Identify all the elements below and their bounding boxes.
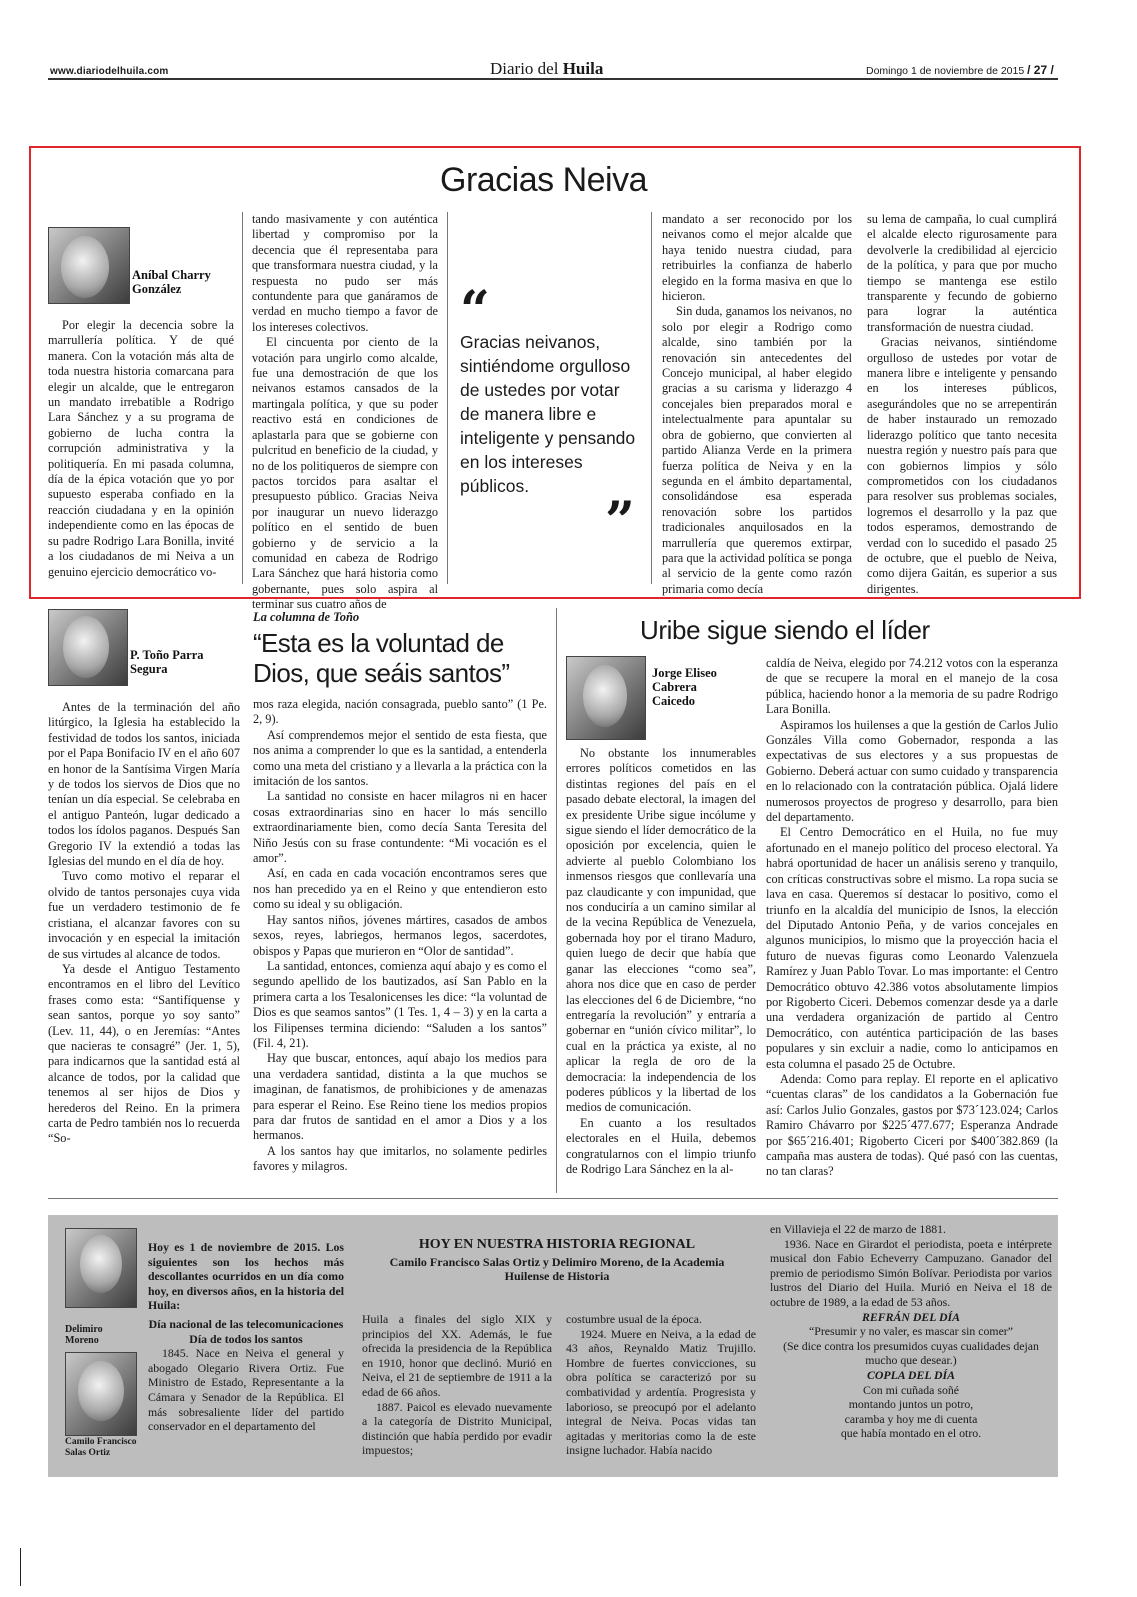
photo1-caption: Delimiro Moreno [65, 1324, 103, 1346]
masthead-prefix: Diario del [490, 59, 559, 78]
history-column-1 [148, 1240, 344, 1434]
article3-title: Uribe sigue siendo el líder [640, 615, 930, 645]
author-face [61, 236, 109, 298]
column-divider [651, 212, 652, 584]
paragraph: La santidad, entonces, comienza aquí abajo y es como el segundo apellido de los bautizados, así San Pablo en la primera carta a los Tesalonicenses les dice: “la voluntad de Dios es que seamos santos” (1 Tes. 1, 4 – 3) y en la carta a los Filipenses termina diciendo: “Saluden a los santos” (Fil. 4, 21). [253, 958, 547, 1050]
article1-column-1 [48, 318, 234, 580]
article1-title: Gracias Neiva [440, 161, 648, 199]
paragraph: mos raza elegida, nación consagrada, pueblo santo” (1 Pe. 2, 9). [253, 697, 547, 727]
page-number-value: 27 [1033, 63, 1048, 77]
paragraph: Ya desde el Antiguo Testamento encontramos en el libro del Levítico frases como esta: “Santifíquense y sean santos, porque yo soy santo” (Lev. 11, 44), o en Jeremías: “Antes que nacieras te consagré” (Jer. 1, 5), para indicarnos que la santidad está al alcance de todos, por la calidad que tenemos al ser hijos de Dios y herederos del Reino. En la primera carta de Pedro también nos lo recuerda “So- [48, 961, 240, 1146]
header-rule [48, 78, 1058, 80]
historian-photo-delimiro [65, 1228, 137, 1308]
paragraph: Huila a finales del siglo XIX y principios del XX. Además, le fue ofrecida la presidencia de la República en 1910, honor que declinó. Murió en Neiva, el 21 de septiembre de 1911 a la edad de 66 años. [362, 1312, 552, 1399]
historian-face [80, 1235, 122, 1293]
article2-column-1 [48, 700, 240, 1147]
paragraph: Hay que buscar, entonces, aquí abajo los medios para una verdadera santidad, distinta a la que muchos se imaginan, de fanatismos, de prohibiciones y de amenazas para esperar el Reino. Ese Reino tiene los medios propios para dar frutos de santidad en el amor a Dios y a los hermanos. [253, 1051, 547, 1143]
article2-author: P. Toño Parra Segura [130, 648, 204, 676]
paragraph: En cuanto a los resultados electorales en el Huila, debemos congratularnos con el limpio triunfo de Rodrigo Lara Sánchez en la al- [566, 1115, 756, 1176]
article3-author: Jorge Eliseo Cabrera Caicedo [652, 666, 717, 708]
paragraph: en Villavieja el 22 de marzo de 1881. [770, 1222, 946, 1236]
paragraph: Hay santos niños, jóvenes mártires, casados de ambos sexos, reyes, labriegos, hermanos legos, sacerdotes, obispos y Papas que murieron en “Olor de santidad”. [253, 912, 547, 958]
refran-text: “Presumir y no valer, es mascar sin comer” [809, 1324, 1013, 1339]
paragraph: tando masivamente y con auténtica libertad y compromiso por la decencia que él representaba para que transformara nuestra ciudad, y la respuesta no pudo ser más contundente para que ganáramos de verdad en mucho tiempo a favor de los intereses colectivos. [252, 212, 438, 334]
history-column-3 [566, 1312, 756, 1458]
masthead [490, 59, 603, 79]
article1-column-2 [252, 212, 438, 613]
historian-face [78, 1361, 124, 1421]
open-quote-icon: “ [460, 280, 490, 341]
paragraph: Adenda: Como para replay. El reporte en el aplicativo “cuentas claras” de los candidatos a la Gobernación fue así: Carlos Julio Gonzales, gastos por $73´123.024; Carlos Ramiro Chávarro por $225´477.677; Esperanza Andrade por $65´216.401; Rigoberto Ciceri por $400´382.869 (la campaña mas austera de todas). Qué pasó con las cuentas, no tan claras? [766, 1071, 1058, 1179]
paragraph: El cincuenta por ciento de la votación para ungirlo como alcalde, fue una demostración de que los neivanos estamos cansados de la martingala política, y que su poder reactivo está en condiciones de aplastarla para que se gobierne con pulcritud en beneficio de la ciudad, y no de los politiqueros de siempre con pactos torcidos para asaltar el presupuesto público. Gracias Neiva por inaugurar un nuevo liderazgo político en el sentido de buen gobierno y de servicio a la comunidad en cabeza de Rodrigo Lara Sánchez que hará historia como gobernante, pues solo aspira al terminar sus cuatro años de [252, 335, 438, 612]
article1-pull-quote: Gracias neivanos, sintiéndome orgulloso de ustedes por votar de manera libre e inteligente y pensando en los intereses públicos. [460, 332, 636, 496]
copla-title: COPLA DEL DÍA [866, 1367, 956, 1382]
paragraph: Así comprendemos mejor el sentido de esta fiesta, que nos anima a comprender lo que es la santidad, a entenderla como una meta del cristiano y a llevarla a la práctica con la imitación de los santos. [253, 727, 547, 789]
article1-column-4 [867, 212, 1057, 597]
paragraph: Antes de la terminación del año litúrgico, la Iglesia ha establecido la festividad de todos los santos, iniciada por el Papa Bonifacio IV en el año 607 en honor de la Santísima Virgen María y de todos los siervos de Dios que no tenían un día especial. Se celebraba en el antiguo Panteón, lugar dedicado a todos los ídolos paganos. Después San Gregorio IV la extendió a todas las Iglesias del mundo en el día de hoy. [48, 700, 240, 869]
section-divider [48, 1198, 1058, 1199]
header-date [866, 63, 1054, 77]
masthead-bold: Huila [562, 59, 604, 78]
copla-line: que había montado en el otro. [840, 1426, 982, 1441]
column-divider [556, 608, 557, 1193]
website-url: www.diariodelhuila.com [50, 66, 169, 77]
history-title: HOY EN NUESTRA HISTORIA REGIONAL [418, 1237, 696, 1252]
history-headline-2: Día de todos los santos [189, 1331, 303, 1346]
author-face [63, 616, 109, 678]
history-intro: Hoy es 1 de noviembre de 2015. Los siguientes son los hechos más descollantes ocurridos en un día como hoy, en diversos años, en la historia del Huila: [148, 1240, 344, 1313]
paragraph: Por elegir la decencia sobre la marrullería política. Y de qué manera. Con la votación más alta de toda nuestra historia comarcana para elegir un alcalde, que le entregaron un mandato irrebatible a Rodrigo Lara Sánchez y a su programa de gobierno de lucha contra la corrupción administrativa y la politiquería. En mi pasada columna, día de la épica votación que yo por supuesto esperaba confiado en la reacción ciudadana y en la opinión independiente como en las épocas de su padre Rodrigo Lara Bonilla, invité a los ciudadanos de mi Neiva a un genuino ejercicio democrático vo- [48, 318, 234, 579]
copla-line: caramba y hoy me di cuenta [844, 1411, 978, 1426]
paragraph: 1936. Nace en Girardot el periodista, poeta e intérprete musical don Fabio Echeverry Campuzano. Ganador del premio de periodismo Simón Bolívar. Periodista por varios lustros del Diario del Huila. Murió en Neiva el 18 de octubre de 1989, a la edad de 53 años. [770, 1236, 1052, 1309]
paragraph: A los santos hay que imitarlos, no solamente pedirles favores y milagros. [253, 1143, 547, 1174]
article2-title: “Esta es la voluntad de Dios, que seáis santos” [253, 628, 510, 688]
close-quote-icon: ” [605, 491, 635, 552]
refran-note: (Se dice contra los presumidos cuyas cualidades dejan mucho que desear.) [783, 1338, 1039, 1368]
article1-author: Aníbal Charry González [132, 268, 211, 296]
paragraph: mandato a ser reconocido por los neivanos como el mejor alcalde que haya tenido nuestra ciudad, para retribuirles la confianza de haberlo elegido en la forma masiva en que lo hicieron. [662, 212, 852, 304]
column-divider [242, 212, 243, 584]
paragraph: 1887. Paicol es elevado nuevamente a la categoría de Distrito Municipal, distinción que había perdido por evadir impuestos; [362, 1399, 552, 1458]
paragraph: Así, en cada en cada vocación encontramos seres que nos han precedido ya en el Reino y que entendieron esto como su ideal y su obligación. [253, 866, 547, 912]
history-column-2 [362, 1312, 552, 1458]
copla-line: Con mi cuñada soñé [863, 1382, 959, 1397]
paragraph: caldía de Neiva, elegido por 74.212 votos con la esperanza de que se recupere la moral en el manejo de la cosa pública, haciendo honor a la memoria de su padre Rodrigo Lara Bonilla. [766, 656, 1058, 717]
refran-title: REFRÁN DEL DÍA [862, 1309, 960, 1324]
paragraph: Sin duda, ganamos los neivanos, no solo por elegir a Rodrigo como alcalde, sino también por la renovación sin antecedentes del Concejo municipal, al haber elegido gracias a su carisma y liderazgo 4 concejales bien preparados moral e intelectualmente para apuntalar su obra de gobierno, que convierten al partido Alianza Verde en la primera fuerza política de Neiva y en la segunda en el ámbito departamental, consolidándose esa esperada renovación sobre los partidos tradicionales anquilosados en la marrullería que queremos extirpar, para que la actividad política se ponga al servicio de la gente como razón primaria como decía [662, 304, 852, 596]
paragraph: Aspiramos los huilenses a que la gestión de Carlos Julio Gonzáles Villa como Gobernador, responda a las expectativas de sus electores y a sus propuestas de Gobierno. Deberá actuar con sumo cuidado y transparencia en lo relacionado con la contratación pública. Ojalá lidere numerosos proyectos de progreso y desarrollo, para bien del departamento. [766, 717, 1058, 825]
left-margin-mark [20, 1548, 21, 1586]
photo2-caption: Camilo Francisco Salas Ortiz [65, 1437, 137, 1458]
paragraph: 1845. Nace en Neiva el general y abogado Olegario Rivera Ortiz. Fue Ministro de Estado, Representante a la Cámara y Senador de la República. El más sobresaliente líder del partido conservador en el departamento del [148, 1346, 344, 1434]
paragraph: No obstante los innumerables errores políticos cometidos en las distintas regiones del país en el pasado debate electoral, la imagen del ex presidente Uribe sigue incólume y sigue siendo el líder democrático de la oposición por excelencia, quien le advierte al pueblo Colombiano los inmensos riesgos que conllevaría una paz claudicante y con impunidad, que nos conduciría a un camino similar al de la vecina República de Venezuela, gobernada hoy por el tirano Maduro, quien luego de decir que había que ganar las elecciones “como sea”, ahora nos dice que en caso de perder las elecciones del 6 de Diciembre, “no entregaría la revolución” y entraría a gobernar en “unión cívico militar”, lo cual en la práctica ya existe, al no aplicar la regla de oro de la democracia: la independencia de los poderes públicos y la libertad de los medios de comunicación. [566, 746, 756, 1115]
article1-column-3 [662, 212, 852, 597]
paragraph: La santidad no consiste en hacer milagros ni en hacer cosas extraordinarias sino en hacer lo más sencillo extraordinariamente bien, como decía Santa Teresita del Niño Jesús con su frase contundente: “Mi vocación es el amor”. [253, 789, 547, 866]
paragraph: Gracias neivanos, sintiéndome orgulloso de ustedes por votar de manera libre e inteligente y pensando en los intereses públicos, asegurándoles que no se arrepentirán de haber instaurado un remozado liderazgo político que tanto necesita nuestra región y nuestro país para que con gobiernos limpios y sólo comprometidos con los ciudadanos para resolver sus problemas sociales, logremos el desarrollo y la paz que todos esperamos, demostrando de verdad con lo sucedido el pasado 25 de octubre, que el pueblo de Neiva, como dijera Gaitán, es superior a sus dirigentes. [867, 335, 1057, 596]
history-subtitle: Camilo Francisco Salas Ortiz y Delimiro Moreno, de la Academia Huilense de Historia [389, 1255, 725, 1283]
issue-date: Domingo 1 de noviembre de 2015 [866, 65, 1025, 77]
article3-column-2 [766, 656, 1058, 1180]
article2-kicker: La columna de Toño [253, 610, 360, 624]
paragraph: Tuvo como motivo el reparar el olvido de tantos personajes cuya vida fue un verdadero testimonio de fe cristiana, el alcanzar favores con su invocación y en especial la imitación de sus virtudes al alcance de todos. [48, 869, 240, 961]
article3-column-1 [566, 746, 756, 1177]
article2-column-2 [253, 697, 547, 1175]
paragraph: costumbre usual de la época. [566, 1312, 702, 1326]
column-divider [447, 212, 448, 584]
author-photo-tono [48, 609, 128, 686]
copla-line: montando juntos un potro, [848, 1397, 974, 1412]
history-column-4 [770, 1222, 1052, 1441]
historian-photo-camilo [65, 1352, 137, 1436]
author-photo-anibal [48, 227, 130, 304]
paragraph: su lema de campaña, lo cual cumplirá el alcalde electo rigurosamente para devolverle la credibilidad al ejercicio de la política, y para que por mucho tiempo se mantenga ese estilo transparente y fecundo de gobierno para lograr la auténtica transformación de nuestra ciudad. [867, 212, 1057, 334]
page-number: / 27 / [1027, 63, 1054, 77]
history-headline: Día nacional de las telecomunicaciones [148, 1316, 344, 1331]
author-photo-jorge [566, 656, 646, 740]
author-face [583, 665, 627, 727]
paragraph: 1924. Muere en Neiva, a la edad de 43 años, Reynaldo Matiz Trujillo. Hombre de fuertes convicciones, su obra política se caracterizó por su combatividad y ardentía. Progresista y laborioso, se preocupó por el adelanto integral de Neiva. Pocas vidas tan agitadas y meritorias como la de este insigne luchador. Había nacido [566, 1326, 756, 1458]
paragraph: El Centro Democrático en el Huila, no fue muy afortunado en el manejo político del proceso electoral. Ya habrá oportunidad de hacer un análisis sereno y tranquilo, con críticas constructivas sobre el mismo. La ropa sucia se lava en casa. Queremos sí destacar lo positivo, como el triunfo en la alcaldía del municipio de Isnos, la elección del Diputado Antonio Peña, y de varios concejales en algunos municipios, lo mismo que la proyección hacia el futuro de nuevas figuras como Leonardo Valenzuela Ramírez y Juan Pablo Tovar. Lo mas importante: el Centro Democrático obtuvo 42.386 votos absolutamente limpios por Rigoberto Ciceri. Debemos comenzar desde ya a darle una verdadera organización de partido al Centro Democrático, con auténtica participación de las bases populares y sin excluir a nadie, como lo anticipamos en esta columna el pasado 25 de Octubre. [766, 825, 1058, 1071]
